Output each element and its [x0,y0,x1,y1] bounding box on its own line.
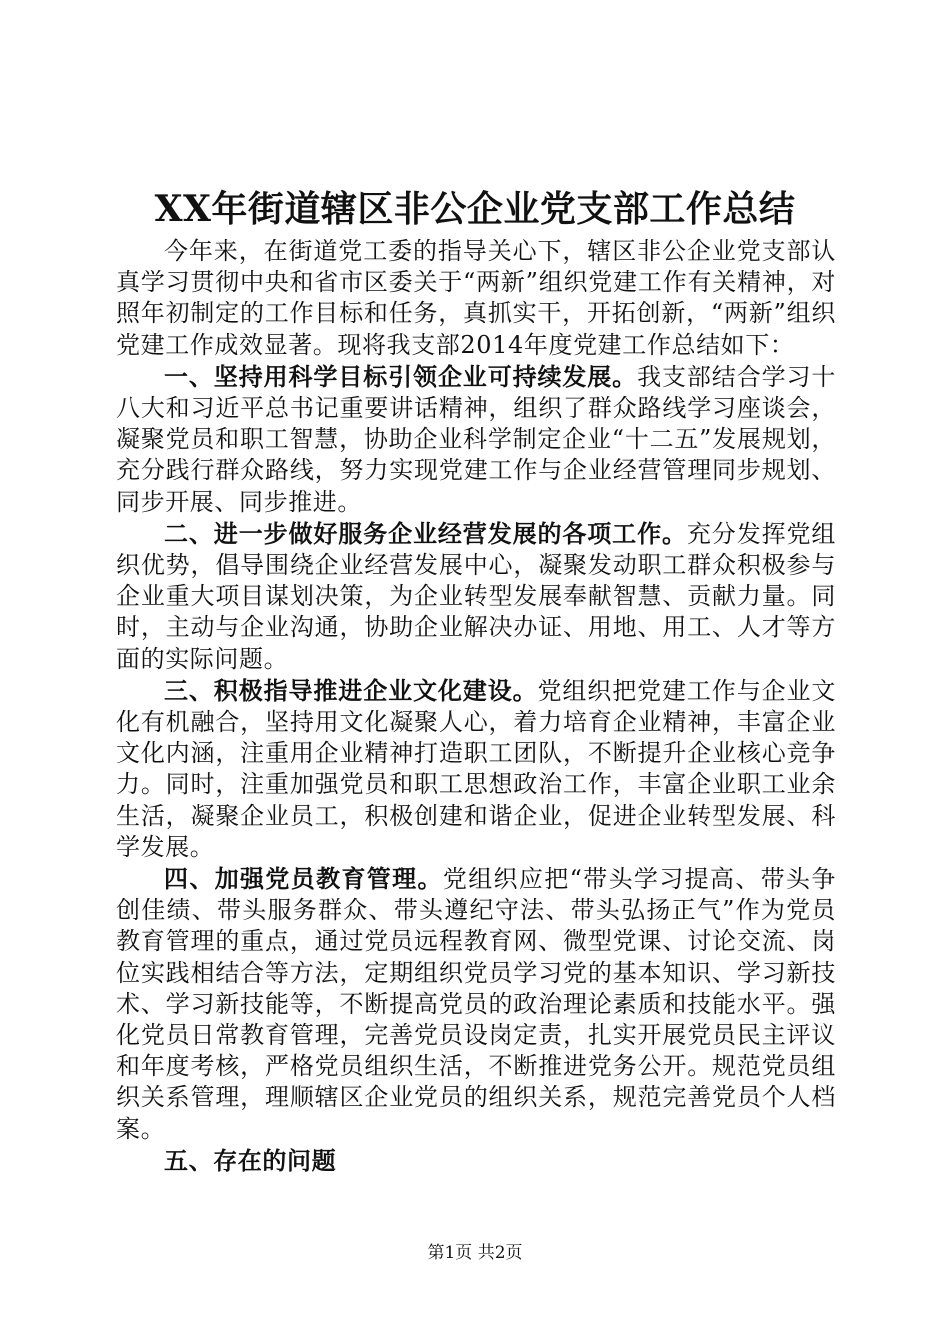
section-4 [116,863,836,1145]
document-body [116,236,836,1177]
section-5-heading: 五、存在的问题 [164,1145,337,1175]
section-3 [116,675,836,863]
intro-paragraph: 今年来，在街道党工委的指导关心下，辖区非公企业党支部认真学习贯彻中央和省市区委关于“两新”组织党建工作有关精神，对照年初制定的工作目标和任务，真抓实干，开拓创新，“两新”组织党建工作成效显著。现将我支部2014年度党建工作总结如下： [116,237,836,359]
section-2 [116,518,836,675]
section-2-heading: 二、进一步做好服务企业经营发展的各项工作。 [164,518,687,548]
section-1-text: 我支部结合学习十八大和习近平总书记重要讲话精神，组织了群众路线学习座谈会，凝聚党员和职工智慧，协助企业科学制定企业“十二五”发展规划，充分践行群众路线，努力实现党建工作与企业经营管理同步规划、同步开展、同步推进。 [116,362,836,516]
page-number-footer: 第1页 共2页 [427,1243,523,1263]
section-4-heading: 四、加强党员教育管理。 [164,864,443,894]
section-2-text: 充分发挥党组织优势，倡导围绕企业经营发展中心，凝聚发动职工群众积极参与企业重大项目谋划决策，为企业转型发展奉献智慧、贡献力量。同时，主动与企业沟通，协助企业解决办证、用地、用工、人才等方面的实际问题。 [116,519,836,673]
section-4-text: 党组织应把“带头学习提高、带头争创佳绩、带头服务群众、带头遵纪守法、带头弘扬正气”作为党员教育管理的重点，通过党员远程教育网、微型党课、讨论交流、岗位实践相结合等方法，定期组织党员学习党的基本知识、学习新技术、学习新技能等，不断提高党员的政治理论素质和技能水平。强化党员日常教育管理，完善党员设岗定责，扎实开展党员民主评议和年度考核，严格党员组织生活，不断推进党务公开。规范党员组织关系管理，理顺辖区企业党员的组织关系，规范完善党员个人档案。 [116,865,836,1143]
section-1 [116,361,836,518]
section-3-text: 党组织把党建工作与企业文化有机融合，坚持用文化凝聚人心，着力培育企业精神，丰富企业文化内涵，注重用企业精神打造职工团队，不断提升企业核心竞争力。同时，注重加强党员和职工思想政治工作，丰富企业职工业余生活，凝聚企业员工，积极创建和谐企业，促进企业转型发展、科学发展。 [116,676,836,861]
section-1-heading: 一、坚持用科学目标引领企业可持续发展。 [164,361,638,391]
section-3-heading: 三、积极指导推进企业文化建设。 [164,675,538,705]
section-5 [116,1145,836,1177]
document-title: XX年街道辖区非公企业党支部工作总结 [154,188,796,230]
